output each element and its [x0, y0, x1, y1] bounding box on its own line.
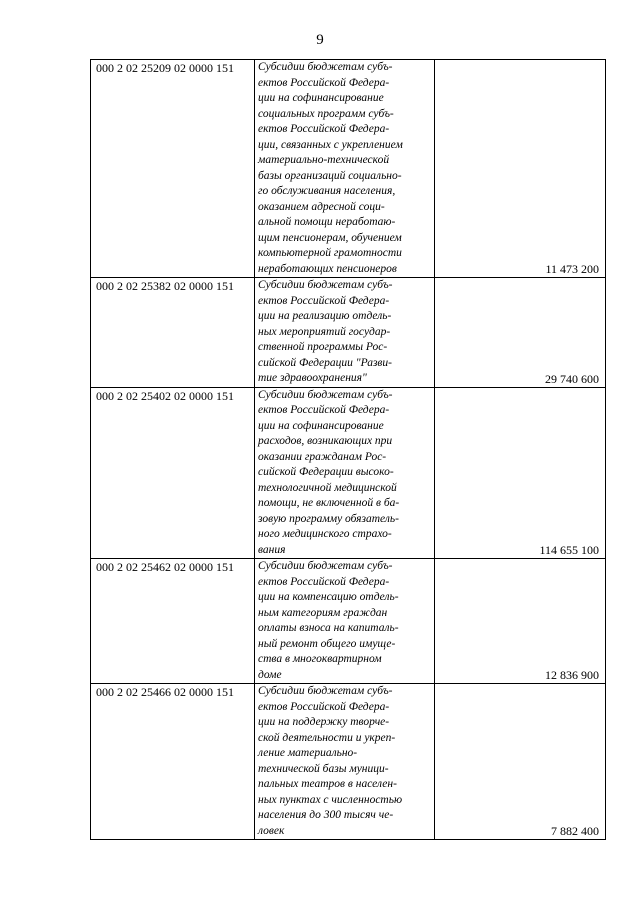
subsidy-description: Субсидии бюджетам субъ- ектов Российской Федера- ции на софинансирование расходов, возникающих при оказании гражданам Рос- сийской Федерации высоко- технологичной медицинской помощи, не включенной в ба- зовую программу обязатель- ного медицинского страхо- вания	[255, 387, 435, 559]
page-number: 9	[316, 32, 324, 48]
subsidy-description: Субсидии бюджетам субъ- ектов Российской Федера- ции на реализацию отдель- ных мероприятий государ- ственной программы Рос- сийской Федерации "Разви- тие здравоохранения"	[255, 278, 435, 388]
table-row	[91, 684, 606, 840]
subsidy-amount: 11 473 200	[435, 60, 606, 278]
table-row	[91, 60, 606, 278]
subsidy-description: Субсидии бюджетам субъ- ектов Российской Федера- ции на поддержку творче- ской деятельности и укреп- ление материально- технической базы муници- пальных театров в населен- ных пунктах с численностью населения до 300 тысяч че- ловек	[255, 684, 435, 840]
table-row	[91, 559, 606, 684]
subsidy-amount: 7 882 400	[435, 684, 606, 840]
table-row	[91, 278, 606, 388]
budget-code: 000 2 02 25382 02 0000 151	[91, 278, 255, 388]
subsidy-description: Субсидии бюджетам субъ- ектов Российской Федера- ции на софинансирование социальных программ субъ- ектов Российской Федера- ции, связанных с укреплением материально-технической базы организаций социально- го обслуживания населения, оказанием адресной соци- альной помощи неработаю- щим пенсионерам, обучением компьютерной грамотности неработающих пенсионеров	[255, 60, 435, 278]
budget-code: 000 2 02 25466 02 0000 151	[91, 684, 255, 840]
subsidy-description: Субсидии бюджетам субъ- ектов Российской Федера- ции на компенсацию отдель- ным категориям граждан оплаты взноса на капиталь- ный ремонт общего имуще- ства в многоквартирном доме	[255, 559, 435, 684]
table-row	[91, 387, 606, 559]
subsidy-amount: 29 740 600	[435, 278, 606, 388]
budget-code: 000 2 02 25209 02 0000 151	[91, 60, 255, 278]
budget-table	[90, 59, 606, 840]
budget-code: 000 2 02 25402 02 0000 151	[91, 387, 255, 559]
budget-code: 000 2 02 25462 02 0000 151	[91, 559, 255, 684]
subsidy-amount: 12 836 900	[435, 559, 606, 684]
subsidy-amount: 114 655 100	[435, 387, 606, 559]
